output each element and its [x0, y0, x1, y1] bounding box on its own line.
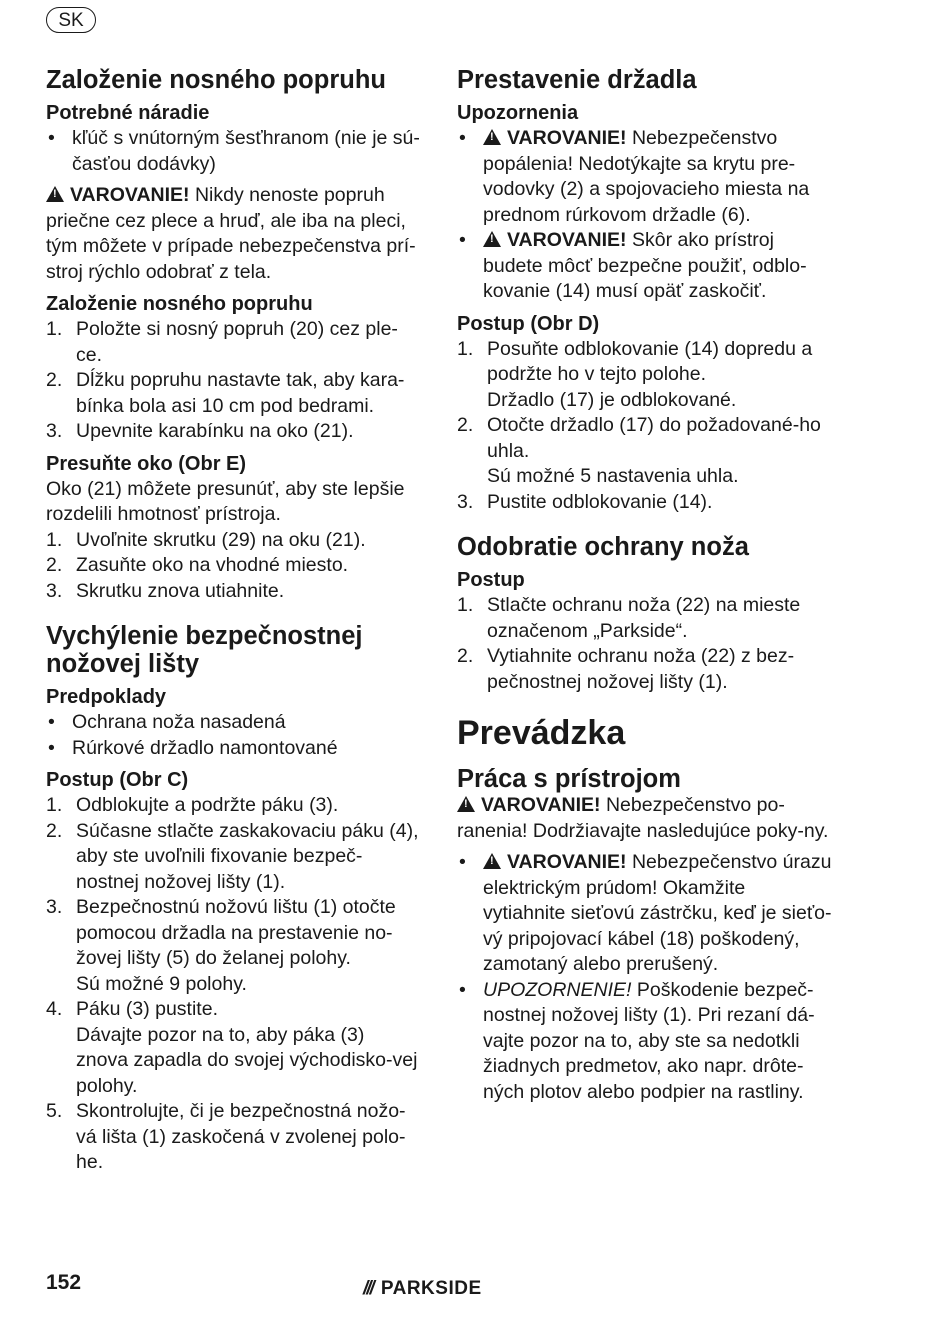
subheading-prerequisites: Predpoklady: [46, 686, 167, 708]
section-title-handle: Prestavenie držadla: [457, 66, 697, 94]
warning-icon: [483, 231, 501, 247]
subheading-notes: Upozornenia: [457, 102, 579, 124]
step-note: Sú možné 5 nastavenia uhla.: [487, 465, 739, 487]
subheading-procedure-d: Postup (Obr D): [457, 312, 600, 335]
list-item: 2. Vytiahnite ochranu noža (22) z bez-pečnostnej nožovej lišty (1).: [457, 645, 795, 693]
list-item: 2. Dĺžku popruhu nastavte tak, aby kara-bínka bola asi 10 cm pod bedrami.: [46, 369, 405, 417]
list-item: • UPOZORNENIE! Poškodenie bezpeč-nostnej nožovej lišty (1). Pri rezaní dá-vajte pozor na to, aby ste sa nedotkli žiadnych predmetov, ako napr. drôte-ných plotov alebo podpier na rastliny.: [459, 978, 815, 1103]
paragraph: Oko (21) môžete presunúť, aby ste lepšie rozdelili hmotnosť prístroja.: [46, 477, 405, 525]
subheading-attach-strap: Založenie nosného popruhu: [46, 293, 313, 315]
list-item: 2. Zasuňte oko na vhodné miesto.: [46, 554, 349, 576]
warning-icon: [457, 796, 475, 812]
section-title-working: Práca s prístrojom: [457, 765, 681, 793]
list-item: 1. Stlačte ochranu noža (22) na mieste označenom „Parkside“.: [457, 594, 801, 642]
subheading-procedure: Postup: [457, 569, 525, 591]
list-item: • Ochrana noža nasadená: [48, 711, 286, 733]
list-item: • ! VAROVANIE! Nebezpečenstvo úrazu elektrickým prúdom! Okamžite vytiahnite sieťovú zástrčku, keď je sieťo-vý pripojovací kábel (18) poškodený, zamotaný alebo prerušený.: [457, 850, 832, 978]
list-item: 4. Páku (3) pustite.: [46, 998, 218, 1020]
warning-icon: [483, 853, 501, 869]
list-item: 3. Bezpečnostnú nožovú lištu (1) otočte pomocou držadla na prestavenie no-žovej lišty (5) do želanej polohy.: [46, 896, 396, 969]
section-title-strap: Založenie nosného popruhu: [46, 66, 386, 94]
brand-logo: /// PARKSIDE: [363, 1278, 482, 1299]
list-item: 2. Otočte držadlo (17) do požadované-ho uhla.: [457, 414, 821, 462]
list-item: • ! VAROVANIE! Skôr ako prístroj budete môcť bezpečne použiť, odblo-kovanie (14) musí opäť zaskočiť.: [457, 228, 832, 305]
list-item: • kľúč s vnútorným šesťhranom (nie je sú-časťou dodávky): [48, 127, 420, 175]
warning-icon: [46, 186, 64, 202]
section-title-blade-guard: Odobratie ochrany noža: [457, 533, 749, 561]
list-item: • ! VAROVANIE! Nebezpečenstvo popálenia! Nedotýkajte sa krytu pre-vodovky (2) a spojovacieho miesta na prednom rúrkovom držadle (6).: [457, 126, 832, 228]
list-item: 2. Súčasne stlačte zaskakovaciu páku (4), aby ste uvoľnili fixovanie bezpeč-nostnej nožovej lišty (1).: [46, 819, 419, 893]
subheading-procedure-c: Postup (Obr C): [46, 769, 189, 791]
list-item: 1. Položte si nosný popruh (20) cez ple-ce.: [46, 318, 398, 366]
page-number: 152: [46, 1271, 82, 1294]
step-note: Držadlo (17) je odblokované.: [487, 388, 737, 411]
warning-paragraph: !VAROVANIE! Nikdy nenoste popruh priečne cez plece a hruď, ale iba na pleci, tým môžete v prípade nebezpečenstva prí-stroj rýchlo odobrať z tela.: [46, 183, 421, 285]
list-item: 3. Skrutku znova utiahnite.: [46, 579, 285, 602]
subheading-tools: Potrebné náradie: [46, 102, 210, 124]
list-item: • Rúrkové držadlo namontované: [48, 736, 338, 759]
chapter-title-operation: Prevádzka: [457, 714, 626, 752]
step-note: Sú možné 9 polohy.: [76, 972, 247, 995]
list-item: 3. Upevnite karabínku na oko (21).: [46, 420, 354, 442]
warning-paragraph: !VAROVANIE! Nebezpečenstvo po-ranenia! Dodržiavajte nasledujúce poky-ny.: [457, 793, 832, 844]
step-note: Dávajte pozor na to, aby páka (3) znova zapadla do svojej východisko-vej polohy.: [76, 1023, 418, 1097]
subheading-move-eye: Presuňte oko (Obr E): [46, 452, 247, 475]
language-badge: SK: [46, 7, 96, 33]
list-item: 3. Pustite odblokovanie (14).: [457, 490, 713, 513]
left-column: [46, 66, 421, 1176]
section-title-blade-bar: Vychýlenie bezpečnostnej nožovej lišty: [46, 622, 363, 678]
list-item: 1. Posuňte odblokovanie (14) dopredu a podržte ho v tejto polohe.: [457, 337, 813, 385]
right-column: [457, 66, 832, 1105]
list-item: 1. Odblokujte a podržte páku (3).: [46, 794, 339, 816]
list-item: 1. Uvoľnite skrutku (29) na oku (21).: [46, 528, 366, 551]
logo-slashes-icon: ///: [363, 1278, 373, 1299]
list-item: 5. Skontrolujte, či je bezpečnostná nožo-vá lišta (1) zaskočená v zvolenej polo-he.: [46, 1100, 406, 1173]
warning-icon: [483, 129, 501, 145]
